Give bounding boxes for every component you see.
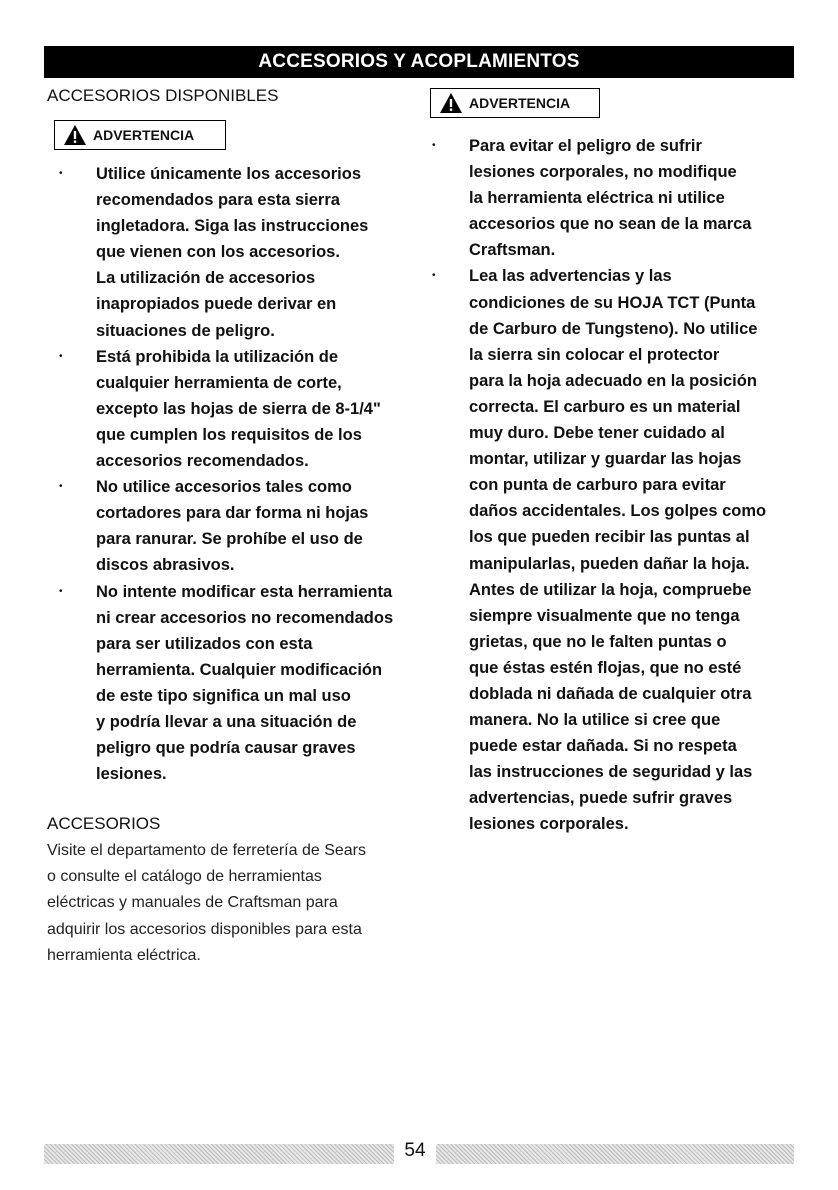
footer-pattern-left [44, 1144, 394, 1164]
right-warning-list [432, 133, 802, 838]
page-header-bar [44, 46, 794, 78]
list-item: • Está prohibida la utilización de cualquier herramienta de corte, excepto las hojas de sierra de 8-1/4" que cumplen los requisitos de los accesorios recomendados. [59, 344, 419, 474]
section-title-accesorios: ACCESORIOS [47, 814, 161, 833]
warning-box-right [430, 88, 600, 118]
list-item: • Para evitar el peligro de sufrir lesiones corporales, no modifique la herramienta eléctrica ni utilice accesorios que no sean de la marca Craftsman. [432, 133, 802, 263]
list-item: • Lea las advertencias y las condiciones de su HOJA TCT (Punta de Carburo de Tungsteno). No utilice la sierra sin colocar el protector para la hoja adecuado en la posición correcta. El carburo es un material muy duro. Debe tener cuidado al montar, utilizar y guardar las hojas con punta de carburo para evitar daños accidentales. Los golpes como los que pueden recibir las puntas al manipularlas, pueden dañar la hoja. Antes de utilizar la hoja, compruebe siempre visualmente que no tenga grietas, que no le falten puntas o que éstas estén flojas, que no esté doblada ni dañada de cualquier otra manera. No la utilice si cree que puede estar dañada. Si no respeta las instrucciones de seguridad y las advertencias, puede sufrir graves lesiones corporales. [432, 263, 802, 837]
warning-box-left [54, 120, 226, 150]
warning-label: ADVERTENCIA [469, 95, 571, 111]
footer-pattern-right [436, 1144, 794, 1164]
warning-label: ADVERTENCIA [93, 127, 195, 143]
accessories-paragraph: Visite el departamento de ferretería de Sears o consulte el catálogo de herramientas eléctricas y manuales de Craftsman para adquirir los accesorios disponibles para esta herramienta eléctrica. [47, 842, 366, 964]
list-item: • No intente modificar esta herramienta ni crear accesorios no recomendados para ser utilizados con esta herramienta. Cualquier modificación de este tipo significa un mal uso y podría llevar a una situación de peligro que podría causar graves lesiones. [59, 579, 419, 788]
list-item: • No utilice accesorios tales como cortadores para dar forma ni hojas para ranurar. Se prohíbe el uso de discos abrasivos. [59, 474, 419, 578]
left-warning-list [59, 161, 419, 787]
page-footer [44, 1138, 794, 1168]
page-title: ACCESORIOS Y ACOPLAMIENTOS [258, 51, 580, 72]
list-item: • Utilice únicamente los accesorios recomendados para esta sierra ingletadora. Siga las instrucciones que vienen con los accesorios. La utilización de accesorios inapropiados puede derivar en situaciones de peligro. [59, 161, 419, 344]
section-title-accesorios-disponibles: ACCESORIOS DISPONIBLES [47, 86, 279, 105]
page-number: 54 [404, 1140, 426, 1161]
warning-triangle-icon [439, 92, 463, 114]
warning-triangle-icon [63, 124, 87, 146]
